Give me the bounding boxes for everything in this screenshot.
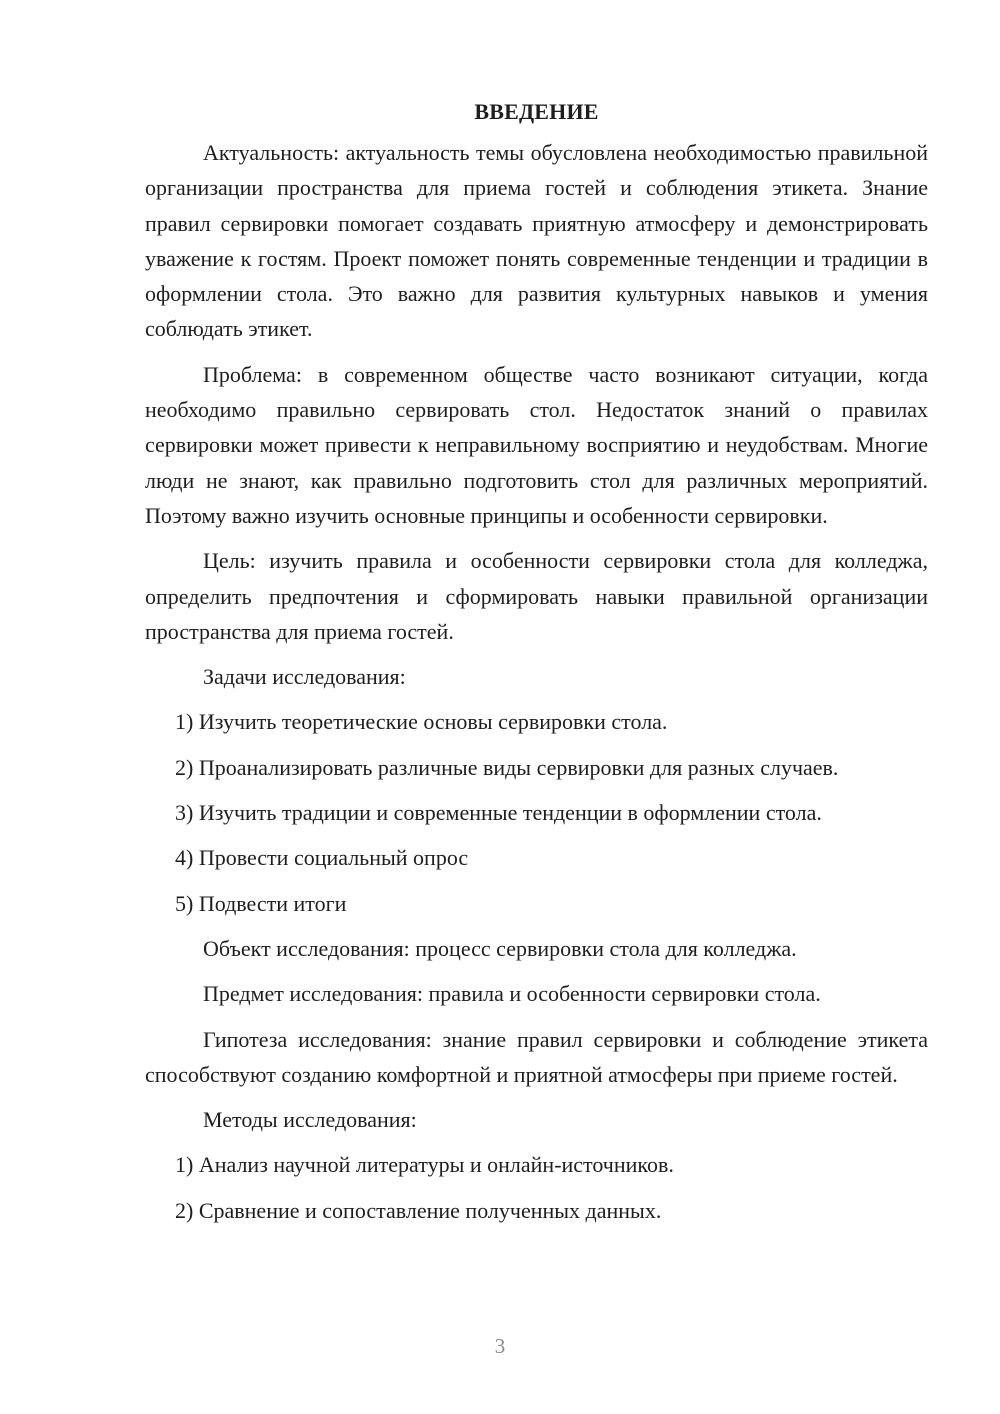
page-content (145, 94, 928, 1238)
object-paragraph: Объект исследования: процесс сервировки стола для колледжа. (203, 935, 797, 961)
hypothesis-paragraph: Гипотеза исследования: знание правил сервировки и соблюдение этикета способствуют созданию комфортной и приятной атмосферы при приеме гостей. (145, 1026, 928, 1087)
method-item: 1) Анализ научной литературы и онлайн-источников. (175, 1152, 674, 1178)
methods-list (145, 1147, 928, 1228)
task-item: 3) Изучить традиции и современные тенденции в оформлении стола. (175, 800, 822, 826)
tasks-list (145, 704, 928, 920)
subject-paragraph: Предмет исследования: правила и особенности сервировки стола. (203, 981, 821, 1007)
task-item: 4) Провести социальный опрос (175, 845, 469, 871)
page-title: ВВЕДЕНИЕ (474, 99, 599, 124)
page-number: 3 (494, 1334, 506, 1358)
relevance-paragraph: Актуальность: актуальность темы обусловлена необходимостью правильной организации пространства для приема гостей и соблюдения этикета. Знание правил сервировки помогает создавать приятную атмосферу и демонстрировать уважение к гостям. Проект поможет понять современные тенденции и традиции в оформлении стола. Это важно для развития культурных навыков и умения соблюдать этикет. (145, 140, 928, 342)
task-item: 2) Проанализировать различные виды сервировки для разных случаев. (175, 754, 839, 780)
method-item: 2) Сравнение и сопоставление полученных данных. (175, 1197, 662, 1223)
task-item: 1) Изучить теоретические основы сервировки стола. (175, 709, 668, 735)
problem-paragraph: Проблема: в современном обществе часто возникают ситуации, когда необходимо правильно сервировать стол. Недостаток знаний о правилах сервировки может привести к неправильному восприятию и неудобствам. Многие люди не знают, как правильно подготовить стол для различных мероприятий. Поэтому важно изучить основные принципы и особенности сервировки. (145, 361, 928, 528)
goal-paragraph: Цель: изучить правила и особенности сервировки стола для колледжа, определить предпочтения и сформировать навыки правильной организации пространства для приема гостей. (145, 548, 928, 644)
methods-heading: Методы исследования: (203, 1107, 417, 1133)
tasks-heading: Задачи исследования: (203, 664, 406, 690)
task-item: 5) Подвести итоги (175, 890, 347, 916)
